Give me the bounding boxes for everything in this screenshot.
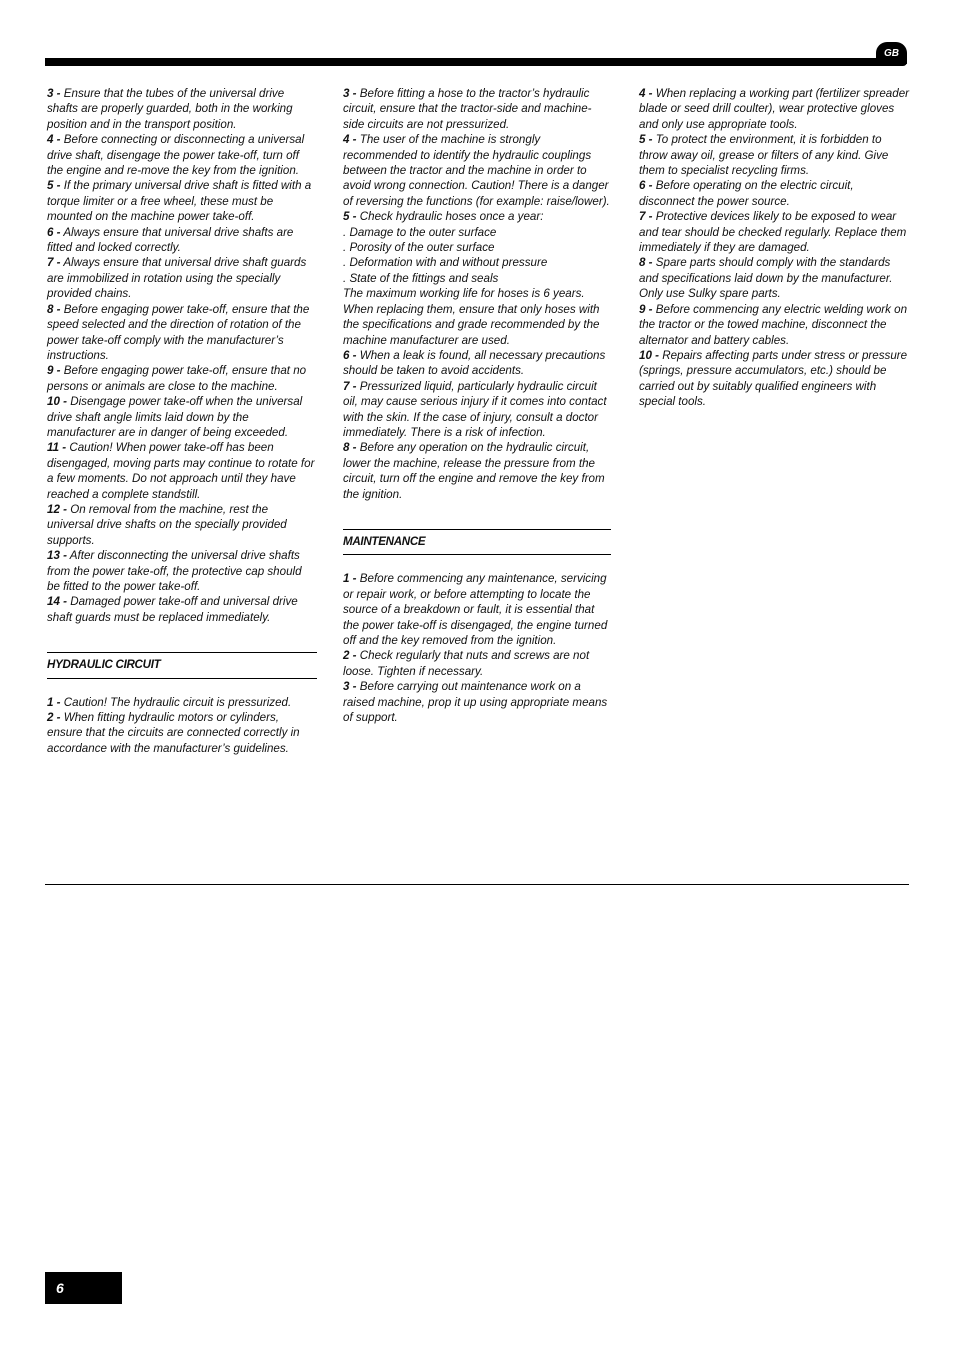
section-heading-hydraulic: HYDRAULIC CIRCUIT bbox=[47, 652, 317, 678]
item-text: Protective devices likely to be exposed to wear and tear should be checked regularly. Replace them immediately if they are damaged. bbox=[639, 210, 907, 255]
list-item bbox=[47, 86, 317, 132]
item-number: 3 - bbox=[47, 87, 61, 100]
item-number: 8 - bbox=[639, 256, 653, 270]
item-number: 9 - bbox=[639, 302, 653, 316]
check-list-item: . State of the fittings and seals bbox=[343, 271, 499, 285]
item-text: Before commencing any electric welding work on the tractor or the towed machine, disconnect the alternator and battery cables. bbox=[639, 302, 908, 347]
list-item bbox=[47, 710, 317, 756]
item-number: 9 - bbox=[47, 364, 61, 378]
list-item bbox=[343, 348, 611, 379]
item-text: Damaged power take-off and universal drive shaft guards must be replaced immediately. bbox=[47, 595, 298, 624]
check-list-item: . Deformation with and without pressure bbox=[343, 256, 548, 270]
section-heading-maintenance: MAINTENANCE bbox=[343, 529, 611, 555]
item-text: Pressurized liquid, particularly hydraulic circuit oil, may cause serious injury if it comes into contact with the skin. If the case of injury, consult a doctor immediately. There is a risk of infection. bbox=[343, 379, 607, 439]
check-list-item: . Damage to the outer surface bbox=[343, 225, 497, 239]
item-number: 8 - bbox=[47, 302, 61, 316]
list-item bbox=[639, 178, 909, 209]
list-item bbox=[343, 679, 611, 725]
check-list-item: . Porosity of the outer surface bbox=[343, 241, 495, 255]
item-number: 3 - bbox=[343, 680, 357, 694]
list-item bbox=[47, 502, 317, 548]
item-number: 6 - bbox=[343, 348, 357, 362]
item-text: Before fitting a hose to the tractor’s hydraulic circuit, ensure that the tractor-side and machine-side circuits are not pressurized. bbox=[343, 87, 592, 131]
page-number: 6 bbox=[45, 1272, 122, 1304]
item-number: 13 - bbox=[47, 549, 67, 563]
list-item bbox=[343, 209, 611, 224]
hose-life-note: The maximum working life for hoses is 6 years. When replacing them, ensure that only hoses with the specifications and grade recommended by the machine manufacturer are used. bbox=[343, 287, 600, 347]
list-item bbox=[47, 225, 317, 256]
item-text: On removal from the machine, rest the universal drive shafts on the specially provided supports. bbox=[47, 502, 287, 547]
item-number: 5 - bbox=[639, 133, 653, 147]
list-item bbox=[47, 440, 317, 502]
list-item bbox=[639, 209, 909, 255]
list-item bbox=[47, 394, 317, 440]
list-item bbox=[639, 86, 909, 132]
item-number: 2 - bbox=[343, 649, 357, 663]
item-text: Repairs affecting parts under stress or pressure (springs, pressure accumulators, etc.) should be carried out by suitably qualified engineers with special tools. bbox=[639, 348, 908, 409]
list-item bbox=[639, 132, 909, 178]
list-item bbox=[343, 648, 611, 679]
item-number: 1 - bbox=[343, 572, 357, 586]
item-number: 12 - bbox=[47, 502, 67, 516]
column-3 bbox=[639, 86, 909, 410]
item-number: 7 - bbox=[47, 256, 61, 270]
section-divider-rule bbox=[45, 884, 909, 885]
item-text: Disengage power take-off when the universal drive shaft angle limits laid down by the manufacturer are in danger of being exceeded. bbox=[47, 395, 303, 439]
column-2 bbox=[343, 86, 611, 725]
item-number: 11 - bbox=[47, 441, 67, 455]
item-number: 6 - bbox=[639, 179, 653, 193]
item-number: 5 - bbox=[343, 210, 357, 224]
item-text: Before any operation on the hydraulic circuit, lower the machine, release the pressure from the circuit, turn off the engine and remove the key from the ignition. bbox=[343, 441, 605, 501]
item-number: 10 - bbox=[47, 395, 67, 409]
list-item bbox=[47, 695, 317, 710]
item-number: 10 - bbox=[639, 348, 659, 362]
item-text: Always ensure that universal drive shaft guards are immobilized in rotation using the specially provided chains. bbox=[47, 256, 307, 301]
item-number: 7 - bbox=[639, 210, 653, 224]
item-number: 3 - bbox=[343, 87, 357, 100]
item-text: Before carrying out maintenance work on a raised machine, prop it up using appropriate means of support. bbox=[343, 680, 608, 725]
item-text: Before engaging power take-off, ensure that no persons or animals are close to the machine. bbox=[47, 364, 307, 393]
item-text: When fitting hydraulic motors or cylinders, ensure that the circuits are connected correctly in accordance with the manufacturer’s guidelines. bbox=[47, 711, 300, 755]
header-rule bbox=[45, 58, 907, 66]
item-text: Caution! When power take-off has been disengaged, moving parts may continue to rotate for a few moments. Do not approach until they have reached a complete standstill. bbox=[47, 441, 315, 501]
item-text: To protect the environment, it is forbidden to throw away oil, grease or filters of any kind. Give them to specialist recycling firms. bbox=[639, 133, 889, 178]
list-item bbox=[47, 255, 317, 301]
item-text: Always ensure that universal drive shafts are fitted and locked correctly. bbox=[47, 225, 294, 255]
list-item bbox=[47, 178, 317, 224]
item-text: The user of the machine is strongly recommended to identify the hydraulic couplings between the tractor and the machine in order to avoid wrong connection. Caution! There is a danger of reversing the functions (for example: raise/lower). bbox=[343, 133, 610, 208]
list-item bbox=[639, 348, 909, 410]
item-text: Before engaging power take-off, ensure that the speed selected and the direction of rotation of the power take-off comply with the manufacturer’s instructions. bbox=[47, 302, 310, 362]
item-text: When replacing a working part (fertilizer spreader blade or seed drill coulter), wear protective gloves and only use appropriate tools. bbox=[639, 87, 910, 131]
list-item bbox=[47, 302, 317, 364]
list-item bbox=[343, 379, 611, 441]
item-text: Check regularly that nuts and screws are not loose. Tighten if necessary. bbox=[343, 649, 590, 678]
list-item bbox=[47, 363, 317, 394]
item-text: Check hydraulic hoses once a year: bbox=[359, 210, 544, 224]
item-text: When a leak is found, all necessary precautions should be taken to avoid accidents. bbox=[343, 348, 606, 378]
item-number: 1 - bbox=[47, 695, 61, 709]
language-tab: GB bbox=[876, 42, 907, 64]
item-text: After disconnecting the universal drive shafts from the power take-off, the protective cap should be fitted to the power take-off. bbox=[47, 549, 302, 593]
item-number: 14 - bbox=[47, 595, 67, 609]
list-item bbox=[639, 255, 909, 301]
list-item bbox=[343, 132, 611, 209]
item-number: 2 - bbox=[47, 711, 61, 725]
list-item bbox=[343, 571, 611, 648]
list-item bbox=[639, 302, 909, 348]
list-item bbox=[343, 440, 611, 502]
column-1 bbox=[47, 86, 317, 756]
item-number: 4 - bbox=[47, 133, 61, 147]
item-text: Before operating on the electric circuit, disconnect the power source. bbox=[639, 179, 854, 208]
list-item bbox=[47, 548, 317, 594]
item-text: Before connecting or disconnecting a universal drive shaft, disengage the power take-off, turn off the engine and re-move the key from the ignition. bbox=[47, 133, 305, 178]
item-text: Ensure that the tubes of the universal drive shafts are properly guarded, both in the working position and in the transport position. bbox=[47, 87, 293, 131]
item-number: 5 - bbox=[47, 179, 61, 193]
item-number: 4 - bbox=[639, 87, 653, 100]
item-number: 7 - bbox=[343, 379, 357, 393]
list-item bbox=[343, 86, 611, 132]
item-text: Caution! The hydraulic circuit is pressurized. bbox=[63, 695, 292, 709]
list-item bbox=[47, 132, 317, 178]
item-text: If the primary universal drive shaft is fitted with a torque limiter or a free wheel, these must be mounted on the machine power take-off. bbox=[47, 179, 312, 224]
item-number: 4 - bbox=[343, 133, 357, 147]
item-text: Spare parts should comply with the standards and specifications laid down by the manufacturer. Only use Sulky spare parts. bbox=[639, 256, 893, 301]
item-number: 8 - bbox=[343, 441, 357, 455]
item-text: Before commencing any maintenance, servicing or repair work, or before attempting to locate the source of a breakdown or fault, it is essential that the power take-off is disengaged, the engine turned off and the key removed from the ignition. bbox=[343, 572, 608, 647]
list-item bbox=[47, 594, 317, 625]
item-number: 6 - bbox=[47, 225, 61, 239]
